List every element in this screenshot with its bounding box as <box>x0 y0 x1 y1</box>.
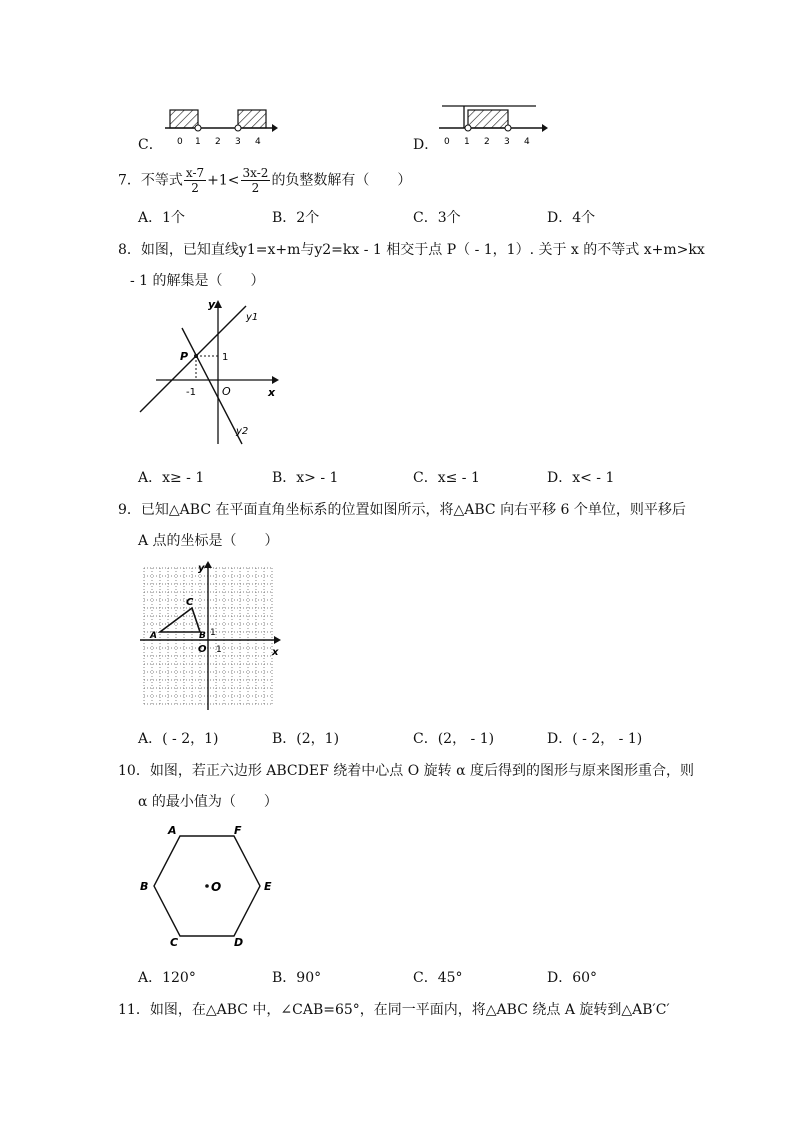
q9-y-label: y <box>198 563 205 574</box>
q10-option-a[interactable]: A．120° <box>138 970 196 986</box>
q9-one-x-label: 1 <box>216 645 222 655</box>
q10-center-point <box>205 884 209 888</box>
q8-p-label: P <box>180 350 189 363</box>
q9-stem-line2: A 点的坐标是（ ） <box>138 533 279 549</box>
q6-option-c-number-line[interactable] <box>160 100 280 150</box>
q8-stem-line2: - 1 的解集是（ ） <box>130 273 265 289</box>
q10-option-b[interactable]: B．90° <box>272 970 322 986</box>
q6d-tick-1: 1 <box>464 137 470 147</box>
q6c-tick-2: 2 <box>215 137 221 147</box>
q9-triangle-abc <box>160 608 200 632</box>
q9-y-arrow <box>204 561 212 568</box>
q7-fraction-2 <box>241 166 271 195</box>
q10-option-c[interactable]: C．45° <box>413 970 463 986</box>
q9-origin-label: O <box>198 644 207 655</box>
q6c-tick-4: 4 <box>255 137 261 147</box>
q10-vertex-e: E <box>264 880 272 893</box>
q9-x-arrow <box>274 636 281 644</box>
q9-a-label: A <box>150 631 157 641</box>
q11-stem-line1: 11．如图，在△ABC 中，∠CAB=65°，在同一平面内，将△ABC 绕点 A 旋转到△AB′C′ <box>118 1002 670 1018</box>
q8-y1-label: y1 <box>246 312 259 323</box>
q8-option-a[interactable]: A．x≥ - 1 <box>138 470 205 486</box>
q9-x-label: x <box>272 647 279 658</box>
q8-x-label: x <box>268 386 276 399</box>
q6c-open-point-3 <box>235 125 241 131</box>
q6c-tick-0: 0 <box>177 137 183 147</box>
q8-origin-label: O <box>222 385 231 398</box>
q6c-shaded-right <box>238 110 266 128</box>
q8-option-b[interactable]: B．x> - 1 <box>272 470 339 486</box>
q9-c-label: C <box>186 597 194 608</box>
q6c-tick-1: 1 <box>195 137 201 147</box>
q6d-tick-2: 2 <box>484 137 490 147</box>
q10-hexagon-figure <box>136 818 286 950</box>
q6c-open-point-1 <box>195 125 201 131</box>
q7-fraction-1 <box>184 166 206 195</box>
q6d-axis-arrow <box>542 124 548 132</box>
q7-stem <box>118 166 411 195</box>
q8-option-d[interactable]: D．x< - 1 <box>547 470 615 486</box>
q7-option-c[interactable]: C．3个 <box>413 210 461 226</box>
q10-center-label: O <box>211 880 222 894</box>
q6d-tick-4: 4 <box>524 137 530 147</box>
q9-b-label: B <box>199 631 206 641</box>
q9-stem-line1: 9．已知△ABC 在平面直角坐标系的位置如图所示，将△ABC 向右平移 6 个单位，则平移后 <box>118 502 686 518</box>
q10-stem-line2: α 的最小值为（ ） <box>138 794 278 810</box>
q9-option-a[interactable]: A．( - 2，1) <box>138 731 219 747</box>
q6d-tick-3: 3 <box>504 137 510 147</box>
q10-vertex-b: B <box>140 880 149 893</box>
q7-frac2-denominator: 2 <box>251 181 260 195</box>
q10-option-d[interactable]: D．60° <box>547 970 598 986</box>
q9-option-d[interactable]: D．( - 2， - 1) <box>547 731 643 747</box>
q7-prefix: 7．不等式 <box>118 172 183 189</box>
q7-option-d[interactable]: D．4个 <box>547 210 596 226</box>
q10-vertex-a: A <box>168 824 177 837</box>
q10-vertex-d: D <box>234 936 244 949</box>
q9-grid-graph <box>136 558 286 714</box>
q8-y-label: y <box>208 298 216 311</box>
q6c-axis-arrow <box>272 124 278 132</box>
q6c-shaded-left <box>170 110 198 128</box>
q8-point-p <box>194 354 198 358</box>
q10-vertex-c: C <box>170 936 179 949</box>
q6c-tick-3: 3 <box>235 137 241 147</box>
q8-option-c[interactable]: C．x≤ - 1 <box>413 470 480 486</box>
q6d-shaded <box>468 110 508 128</box>
q8-one-label: 1 <box>222 352 229 363</box>
q9-option-c[interactable]: C．(2， - 1) <box>413 731 495 747</box>
q8-y2-label: y2 <box>236 426 249 437</box>
q7-frac1-numerator: x-7 <box>185 166 205 180</box>
q6-option-d-label: D． <box>413 137 439 153</box>
q6d-open-point-1 <box>465 125 471 131</box>
q7-frac1-denominator: 2 <box>191 181 199 195</box>
q10-stem-line1: 10．如图，若正六边形 ABCDEF 绕着中心点 O 旋转 α 度后得到的图形与原来图形重合，则 <box>118 763 694 779</box>
q6d-tick-0: 0 <box>444 137 450 147</box>
q10-vertex-f: F <box>234 824 242 837</box>
q6-option-d-number-line[interactable] <box>434 100 554 150</box>
q8-y-arrow <box>214 300 222 308</box>
q7-option-b[interactable]: B．2个 <box>272 210 320 226</box>
q8-stem-line1: 8．如图，已知直线y1=x+m与y2=kx - 1 相交于点 P（ - 1，1）. 关于 x 的不等式 x+m>kx <box>118 242 705 258</box>
q8-x-arrow <box>272 376 279 384</box>
q9-one-y-label: 1 <box>210 628 216 638</box>
q8-line-y2 <box>182 328 242 444</box>
q6d-open-point-3 <box>505 125 511 131</box>
q8-neg1-label: -1 <box>186 387 196 398</box>
q6-option-c-label: C． <box>138 137 163 153</box>
q9-option-b[interactable]: B．(2，1) <box>272 731 340 747</box>
q8-graph <box>136 294 286 450</box>
q7-option-a[interactable]: A．1个 <box>138 210 186 226</box>
q7-frac2-numerator: 3x-2 <box>242 166 269 180</box>
q7-middle: +1< <box>207 172 240 189</box>
q7-suffix: 的负整数解有（ ） <box>271 172 412 189</box>
